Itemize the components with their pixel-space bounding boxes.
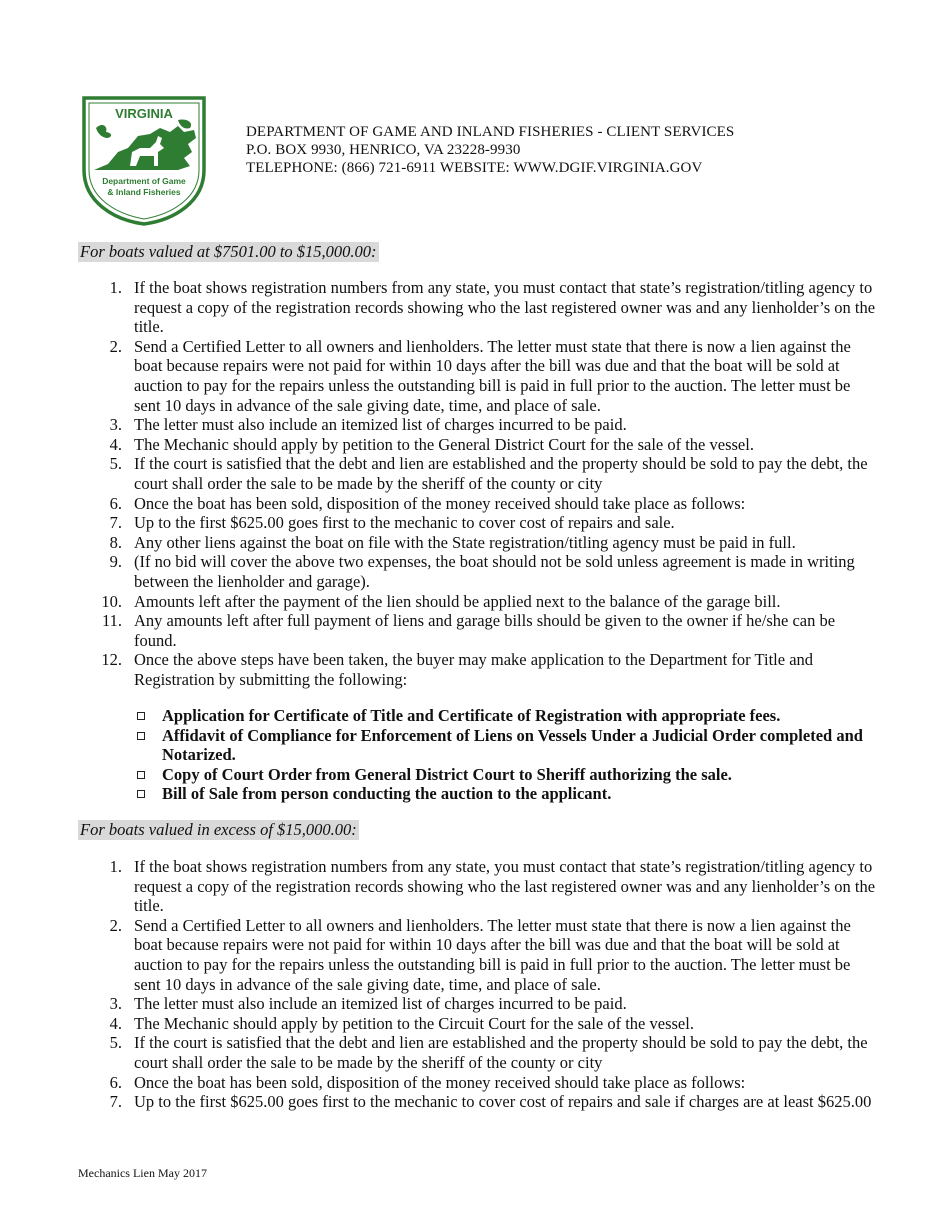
list-item	[78, 513, 878, 533]
step-text: If the court is satisfied that the debt and lien are established and the property should be sold to pay the debt, the court shall order the sale to be made by the sheriff of the county or city	[134, 454, 868, 493]
step-number: 4.	[109, 434, 122, 454]
list-item	[78, 994, 878, 1014]
dgif-seal-logo	[78, 92, 210, 226]
step-text: Any other liens against the boat on file with the State registration/titling agency must be paid in full.	[134, 532, 796, 552]
step-number: 7.	[109, 1092, 122, 1112]
checkbox-square-icon	[137, 771, 145, 779]
step-text: Once the above steps have been taken, the buyer may make application to the Department for Title and Registration by submitting the following:	[134, 650, 814, 689]
section2-steps-list	[78, 857, 878, 1112]
list-item	[78, 415, 878, 435]
list-item	[78, 1092, 878, 1112]
list-item	[78, 494, 878, 514]
step-text: Send a Certified Letter to all owners and lienholders. The letter must state that there is now a lien against the boat because repairs were not paid for within 10 days after the bill was due and that the boat will be sold at auction to pay for the repairs unless the outstanding bill is paid in full prior to the auction. The letter must be sent 10 days in advance of the sale giving date, time, and place of sale.	[134, 915, 851, 994]
step-number: 2.	[109, 336, 122, 356]
step-text: Up to the first $625.00 goes first to the mechanic to cover cost of repairs and sale if charges are at least $625.00	[134, 1092, 872, 1112]
step-text: The Mechanic should apply by petition to the Circuit Court for the sale of the vessel.	[134, 1013, 694, 1033]
list-item	[78, 1073, 878, 1093]
step-number: 8.	[109, 532, 122, 552]
section-title-over-15000: For boats valued in excess of $15,000.00:	[80, 820, 357, 839]
list-item	[134, 726, 874, 765]
checkbox-square-icon	[137, 712, 145, 720]
logo-top-text: VIRGINIA	[115, 106, 173, 121]
list-item	[78, 611, 878, 650]
step-text: Amounts left after the payment of the lien should be applied next to the balance of the garage bill.	[134, 591, 781, 611]
list-item	[78, 592, 878, 612]
checkbox-square-icon	[137, 790, 145, 798]
step-number: 9.	[109, 552, 122, 572]
step-text: If the court is satisfied that the debt and lien are established and the property should be sold to pay the debt, the court shall order the sale to be made by the sheriff of the county or city	[134, 1033, 868, 1072]
step-number: 1.	[109, 857, 122, 876]
agency-contact: TELEPHONE: (866) 721-6911 WEBSITE: WWW.DGIF.VIRGINIA.GOV	[246, 160, 703, 176]
list-item	[134, 784, 874, 804]
list-item	[78, 1033, 878, 1072]
requirement-text: Copy of Court Order from General District Court to Sheriff authorizing the sale.	[162, 764, 732, 784]
agency-header	[246, 123, 734, 177]
step-number: 10.	[101, 591, 122, 611]
step-text: Once the boat has been sold, disposition of the money received should take place as follows:	[134, 493, 746, 513]
section-title-7501-15000: For boats valued at $7501.00 to $15,000.00:	[80, 242, 377, 261]
step-number: 5.	[109, 1033, 122, 1053]
agency-address: P.O. BOX 9930, HENRICO, VA 23228-9930	[246, 142, 521, 158]
step-text: Send a Certified Letter to all owners and lienholders. The letter must state that there is now a lien against the boat because repairs were not paid for within 10 days after the bill was due and that the boat will be sold at auction to pay for the repairs unless the outstanding bill is paid in full prior to the auction. The letter must be sent 10 days in advance of the sale giving date, time, and place of sale.	[134, 336, 851, 415]
step-number: 7.	[109, 513, 122, 533]
page-footer: Mechanics Lien May 2017	[78, 1166, 207, 1180]
list-item	[134, 765, 874, 785]
list-item	[78, 650, 878, 689]
agency-name: DEPARTMENT OF GAME AND INLAND FISHERIES - CLIENT SERVICES	[246, 124, 735, 140]
step-text: Up to the first $625.00 goes first to the mechanic to cover cost of repairs and sale.	[134, 513, 675, 533]
logo-line-1: Department of Game	[102, 176, 186, 186]
step-text: Any amounts left after full payment of liens and garage bills should be given to the owner if he/she can be found.	[134, 611, 836, 650]
list-item	[78, 533, 878, 553]
step-number: 3.	[109, 994, 122, 1014]
step-text: Once the boat has been sold, disposition of the money received should take place as follows:	[134, 1072, 746, 1092]
list-item	[78, 454, 878, 493]
step-text: The letter must also include an itemized list of charges incurred to be paid.	[134, 415, 627, 435]
list-item	[134, 706, 874, 726]
step-text: The Mechanic should apply by petition to the General District Court for the sale of the vessel.	[134, 434, 754, 454]
step-text: If the boat shows registration numbers from any state, you must contact that state’s registration/titling agency to request a copy of the registration records showing who the last registered owner was and any lienholder’s on the title.	[134, 857, 876, 916]
checkbox-square-icon	[137, 732, 145, 740]
list-item	[78, 337, 878, 415]
list-item	[78, 857, 878, 916]
step-number: 2.	[109, 915, 122, 935]
requirement-text: Bill of Sale from person conducting the auction to the applicant.	[162, 784, 612, 804]
step-number: 1.	[109, 278, 122, 297]
step-number: 5.	[109, 454, 122, 474]
list-item	[78, 278, 878, 337]
step-number: 6.	[109, 493, 122, 513]
step-number: 11.	[101, 611, 122, 631]
step-text: The letter must also include an itemized list of charges incurred to be paid.	[134, 994, 627, 1014]
section1-steps-list	[78, 278, 878, 689]
step-number: 6.	[109, 1072, 122, 1092]
step-number: 3.	[109, 415, 122, 435]
step-number: 4.	[109, 1013, 122, 1033]
step-text: (If no bid will cover the above two expenses, the boat should not be sold unless agreement is made in writing between the lienholder and garage).	[134, 552, 855, 591]
step-text: If the boat shows registration numbers from any state, you must contact that state’s registration/titling agency to request a copy of the registration records showing who the last registered owner was and any lienholder’s on the title.	[134, 278, 876, 337]
list-item	[78, 916, 878, 994]
list-item	[78, 435, 878, 455]
list-item	[78, 1014, 878, 1034]
logo-line-2: & Inland Fisheries	[107, 187, 181, 197]
requirement-text: Application for Certificate of Title and Certificate of Registration with appropriate fees.	[162, 706, 781, 725]
required-documents-list	[134, 706, 874, 804]
requirement-text: Affidavit of Compliance for Enforcement of Liens on Vessels Under a Judicial Order completed and Notarized.	[162, 725, 863, 765]
step-number: 12.	[101, 650, 122, 670]
list-item	[78, 552, 878, 591]
